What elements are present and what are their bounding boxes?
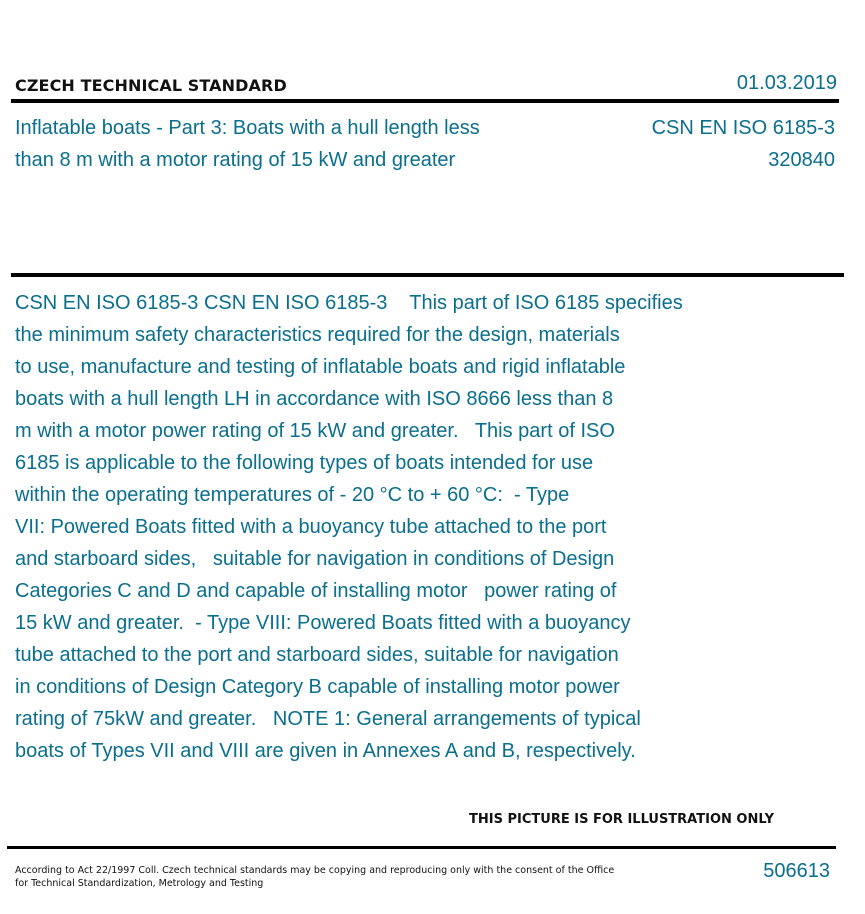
abstract-line: m with a motor power rating of 15 kW and greater. This part of ISO	[15, 420, 615, 442]
standard-identifiers	[652, 112, 835, 176]
copyright-note-line: for Technical Standardization, Metrology and Testing	[15, 878, 264, 889]
document-id: 506613	[763, 860, 830, 882]
abstract-line: and starboard sides, suitable for navigation in conditions of Design	[15, 548, 615, 570]
standard-class-number: 320840	[768, 149, 835, 171]
document-header-title: CZECH TECHNICAL STANDARD	[15, 76, 287, 95]
section-divider	[11, 273, 844, 277]
abstract-line: tube attached to the port and starboard sides, suitable for navigation	[15, 644, 619, 666]
abstract-line: 6185 is applicable to the following types of boats intended for use	[15, 452, 594, 474]
standard-title-line: Inflatable boats - Part 3: Boats with a hull length less	[15, 117, 480, 139]
abstract-line: 15 kW and greater. - Type VIII: Powered Boats fitted with a buoyancy	[15, 612, 631, 634]
standard-title-line: than 8 m with a motor rating of 15 kW and greater	[15, 149, 456, 171]
footer-divider	[7, 846, 836, 849]
abstract-line: to use, manufacture and testing of inflatable boats and rigid inflatable	[15, 356, 626, 378]
illustration-disclaimer: THIS PICTURE IS FOR ILLUSTRATION ONLY	[469, 812, 774, 827]
abstract-line: boats of Types VII and VIII are given in Annexes A and B, respectively.	[15, 740, 636, 762]
abstract-line: within the operating temperatures of - 20 °C to + 60 °C: - Type	[15, 484, 570, 506]
copyright-note-line: According to Act 22/1997 Coll. Czech technical standards may be copying and reproducing only with the consent of the Office	[15, 865, 615, 876]
abstract-line: boats with a hull length LH in accordance with ISO 8666 less than 8	[15, 388, 614, 410]
abstract-line: in conditions of Design Category B capable of installing motor power	[15, 676, 620, 698]
header-divider	[11, 99, 839, 103]
abstract-line: the minimum safety characteristics required for the design, materials	[15, 324, 620, 346]
abstract-text	[15, 287, 775, 767]
abstract-line: rating of 75kW and greater. NOTE 1: General arrangements of typical	[15, 708, 641, 730]
abstract-line: Categories C and D and capable of installing motor power rating of	[15, 580, 617, 602]
standard-title	[15, 112, 555, 176]
abstract-line: CSN EN ISO 6185-3 CSN EN ISO 6185-3 This part of ISO 6185 specifies	[15, 292, 683, 314]
standard-code: CSN EN ISO 6185-3	[651, 117, 835, 139]
publication-date: 01.03.2019	[736, 72, 837, 94]
abstract-line: VII: Powered Boats fitted with a buoyancy tube attached to the port	[15, 516, 607, 538]
copyright-note	[15, 864, 615, 890]
